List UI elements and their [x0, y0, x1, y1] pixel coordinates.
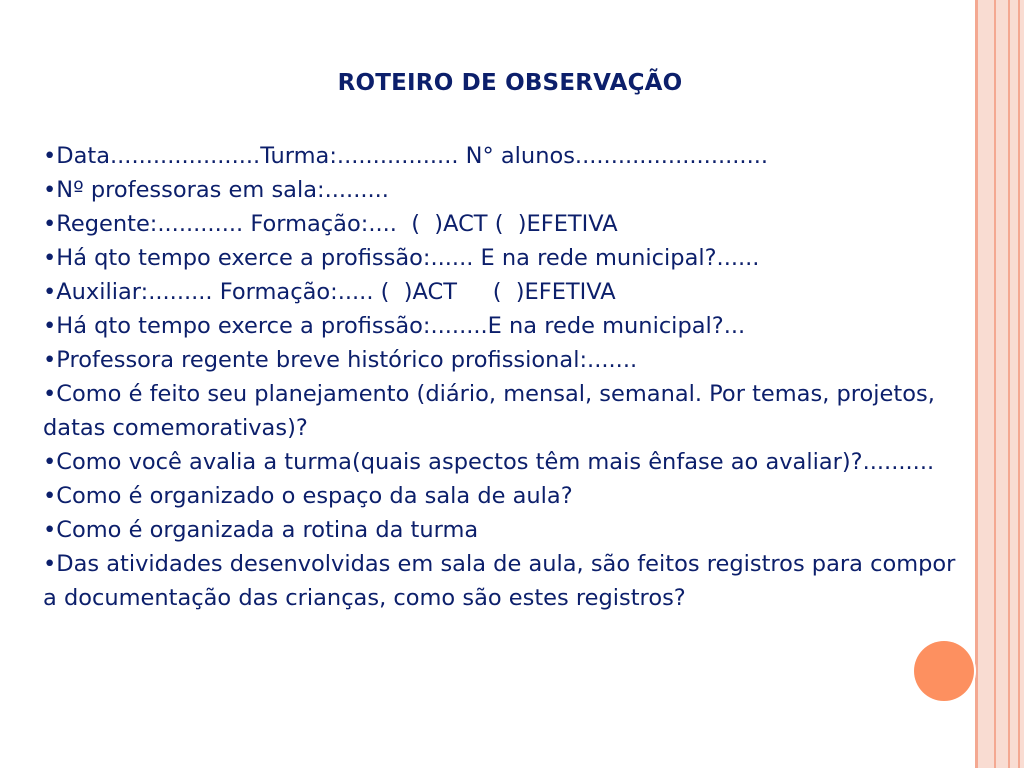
list-item: •Como é organizado o espaço da sala de aula?	[43, 483, 573, 509]
decorative-stripe	[1018, 0, 1020, 768]
list-item: •Data.....................Turma:................. N° alunos...........................	[43, 143, 769, 169]
list-item: •Há qto tempo exerce a profissão:...... E na rede municipal?......	[43, 245, 760, 271]
list-item: •Regente:............ Formação:.... ( )ACT ( )EFETIVA	[43, 211, 618, 237]
list-item: •Auxiliar:......... Formação:..... ( )ACT ( )EFETIVA	[43, 279, 616, 305]
bullet-list	[43, 139, 963, 615]
list-item: •Como você avalia a turma(quais aspectos têm mais ênfase ao avaliar)?..........	[43, 449, 935, 475]
decorative-stripe	[975, 0, 978, 768]
decorative-circle	[914, 641, 974, 701]
list-item: •Há qto tempo exerce a profissão:........E na rede municipal?...	[43, 313, 746, 339]
decorative-stripe-panel	[975, 0, 1024, 768]
list-item: •Como é organizada a rotina da turma	[43, 517, 479, 543]
list-item: •Das atividades desenvolvidas em sala de aula, são feitos registros para compor a documentação das crianças, como são estes registros?	[43, 551, 963, 611]
decorative-stripe	[994, 0, 996, 768]
slide-title: ROTEIRO DE OBSERVAÇÃO	[337, 70, 683, 96]
list-item: •Nº professoras em sala:.........	[43, 177, 389, 203]
list-item: •Professora regente breve histórico profissional:.......	[43, 347, 638, 373]
list-item: •Como é feito seu planejamento (diário, mensal, semanal. Por temas, projetos, datas comemorativas)?	[43, 381, 943, 441]
decorative-stripe	[1008, 0, 1010, 768]
